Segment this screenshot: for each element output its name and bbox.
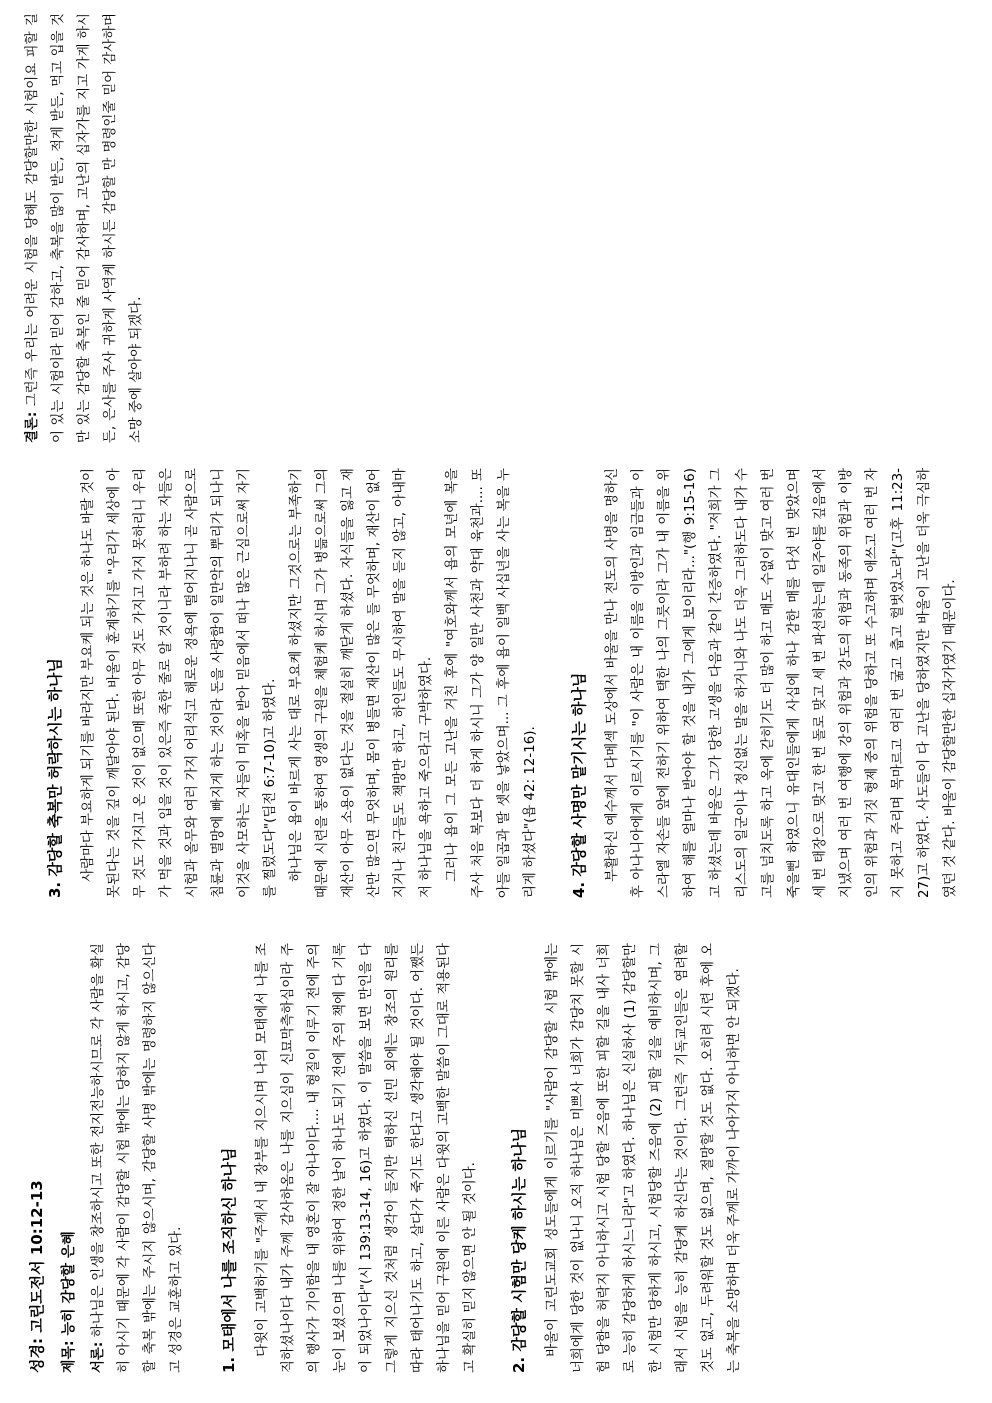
column-1	[20, 943, 960, 1373]
section-4-heading: 4. 감당할 사명만 맡기시는 하나님	[570, 672, 588, 898]
column-3	[20, 13, 960, 443]
section-3-paragraph-2: 하나님은 욥이 바르게 사는 대로 부요케 하셨지만 그것으로는 부족하기 때문에 시련을 통하여 영생의 구원을 체험케 하시며 그가 병듦으로써 그의 재산이 아무 소용이 없다는 것을 절실히 깨닫게 하셨다. 자식들을 잃고 재산만 많으면 무엇하며, 몸이 병들면 재산이 많은 들 무엇하며, 재산이 없어지거나 친구들도 책망만 하고, 하인들도 무시하여 말을 듣지 않고, 아내마저 하나님을 욕하고 죽으라고 구박하였다.	[289, 468, 434, 898]
section-3-paragraph-1: 사람마다 부요하게 되기를 바라지만 부요케 되는 것은 하나도 바랄 것이 못된다는 것을 깊이 깨달아야 된다. 바울이 훈계하기를 "우리가 세상에 아무 것도 가지고 온 것이 없으매 또한 아무 것도 가지고 가지 못하리니 우리가 먹을 것과 입을 것이 있은즉 족한 줄로 알 것이니라 부하려 하는 자들은 시험과 올무와 여러 가지 어리석고 해로운 정욕에 떨어지나니 곧 사람으로 침륜과 멸망에 빠지게 하는 것이라 돈을 사랑함이 일만악의 뿌리가 되나니 이것을 사모하는 자들이 미혹을 받아 믿음에서 떠나 많은 근심으로써 자기를 찔렀도다"(딤전 6:7-10)고 하였다.	[81, 468, 278, 898]
scripture-reference: 성경: 고린도전서 10:12-13	[28, 1180, 46, 1373]
conclusion-paragraph	[20, 13, 150, 443]
intro-paragraph	[86, 943, 190, 1373]
section-1-paragraph-1: 다윗이 고백하기를 "주께서 내 장부를 지으시며 나의 모태에서 나를 조직하셨나이다 내가 주께 감사하옴은 나를 지으심이 신묘막측하심이라 주의 행사가 기이함을 내 영혼이 잘 아나이다.... 내 형질이 이루기 전에 주의 눈이 보셨으며 나를 위하여 정한 날이 하나도 되기 전에 주의 책에 다 기록이 되었나이다"(시 139:13-14, 16)고 하였다. 이 말씀을 보면 만인을 다 그렇게 지으신 것처럼 생각이 들지만 택하신 선민 외에는 창조의 원리를 따라 태어나기도 하고, 살다가 죽기도 한다고 생각해야 될 것이다. 어쨌든 하나님을 믿어 구원에 이른 사람은 다윗의 고백한 말씀이 그대로 적용된다고 확실히 믿지 않으면 안 될 것이다.	[255, 943, 478, 1373]
conclusion-text: 그런즉 우리는 어려운 시험을 당해도 감당할만한 시험이요 피할 길이 있는 시험이라 믿어 감하고, 축복을 많이 받든, 적게 받든, 먹고 입을 것만 있는 감당할 축복인 줄 믿어 감사하며, 고난의 십자가를 지고 가게 하시든, 은사를 주사 귀하게 사역케 하시든 감당할 만 명령인줄 믿어 감사하며 소망 중에 살아야 되겠다.	[25, 13, 144, 443]
section-1-heading: 1. 모태에서 나를 조직하신 하나님	[220, 1147, 238, 1373]
section-4-paragraph-1: 부활하신 예수께서 다메섹 도상에서 바울을 만나 전도의 사명을 명하신 후 아나니아에게 이르시기를 "이 사람은 내 이름을 이방인과 임금들과 이스라엘 자손들 앞에 전하기 위하여 택한 나의 그릇이라 그가 내 이름을 위하여 해를 얼마나 받아야 할 것을 내가 그에게 보이리라..."(행 9:15-16)고 하셨는데 바울은 그가 당한 고생을 다음과 같이 간증하였다. "저희가 그리스도의 일군이냐 정신없는 말을 하거니와 나도 더욱 그러하도다 내가 수고를 넘치도록 하고 옥에 갇히기도 더 많이 하고 매도 수없이 맞고 여러 번 죽을뻔 하였으니 유대인들에게 사십에 하나 감한 매를 다섯 번 맞았으며 세 번 태장으로 맞고 한 번 돌로 맞고 세 번 파선하는데 일주야를 깊음에서 지냈으며 여러 번 여행에 강의 위험과 강도의 위험과 동족의 위험과 이방인의 위험과 거짓 형제 중의 위험을 당하고 또 수고하며 애쓰고 여러 번 자지 못하고 주리며 목마르고 여러 번 굶고 춥고 헐벗었노라"(고후 11:23-27)고 하였다. 사도들이 다 고난을 당하였지만 바울이 고난을 더욱 극심하였던 것 같다. 바울이 감당할만한 십자가였기 때문이다.	[605, 468, 958, 898]
column-2	[20, 468, 960, 898]
intro-text: 하나님은 인생을 창조하시고 또한 전지전능하시므로 각 사람을 확실히 아시기 때문에 각 사람이 감당할 시험 밖에는 당하지 않게 하시고, 감당할 축복 밖에는 주시지 않으시며, 감당할 사명 밖에는 명령하지 않으신다고 성경은 교훈하고 있다.	[91, 943, 184, 1373]
conclusion-label: 결론:	[25, 411, 40, 443]
intro-label: 서론:	[91, 1341, 106, 1373]
section-2-heading: 2. 감당할 시험만 당케 하시는 하나님	[510, 1127, 528, 1373]
sermon-title: 제목: 능히 감당할 은혜	[61, 1231, 77, 1373]
section-2-paragraph-1: 바울이 고린도교회 성도들에게 이르기를 "사람이 감당할 시험 밖에는 너희에게 당한 것이 없나니 오직 하나님은 미쁘사 너희가 감당치 못할 시험 당함을 허락지 아니하시고 시험 당할 즈음에 또한 피할 길을 내사 너희로 능히 감당하게 하시느니라"고 하였다. 하나님은 신실하사 (1) 감당할만한 시험만 당하게 하시고, 시험당할 즈음에 (2) 피할 길을 예비하시며, 그래서 시험을 능히 감당케 하신다는 것이다. 그런즉 기독교인들은 염려할 것도 없고, 두려워할 것도 없으며, 절망할 것도 없다. 오히려 시련 후에 오는 축복을 소망하며 더욱 주께로 가까이 나아가지 아니하면 안 되겠다.	[545, 943, 742, 1373]
section-3-paragraph-3: 그러나 욥이 그 모든 고난을 거친 후에 "여호와께서 욥의 모년에 복을 주사 처음 복보다 더 하게 하시니 그가 양 일만 사천과 약대 육천과.... 또 아들 일곱과 딸 셋을 낳았으며... 그 후에 욥이 일백 사십년을 사는 복을 누리게 하셨다"(욥 42: 12-16).	[445, 468, 538, 898]
section-3-heading: 3. 감당할 축복만 허락하시는 하나님	[46, 658, 64, 898]
